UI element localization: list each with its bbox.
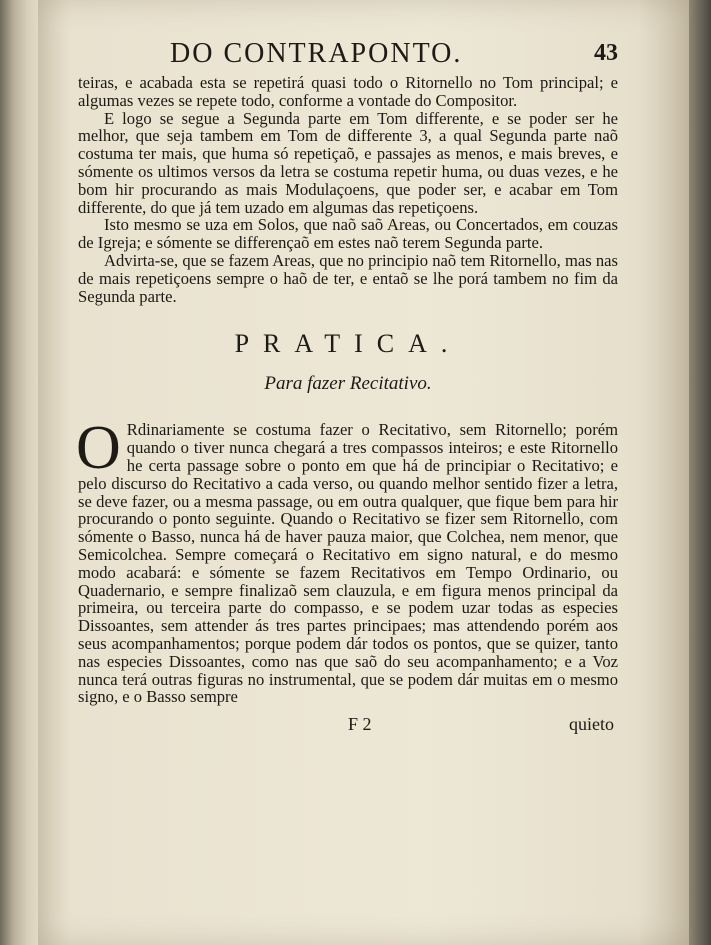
paragraph-recitativo-text: Rdinariamente se costuma fazer o Recitativo, sem Ritornello; porém quando o tiver nunca chegará a tres compassos inteiros; e este Ritornello he certa passage sobre o ponto em que há de principiar o Recitativo; e pelo discurso do Recitativo a cada verso, ou quando melhor sentido fizer a letra, se deve fazer, ou a mesma passage, ou em outra qualquer, que fique bem para hir procurando o ponto seguinte. Quando o Recitativo se fizer sem Ritornello, com sómente o Basso, nunca há de haver pauza maior, que Colchea, nem menor, que Semicolchea. Sempre começará o Recitativo em signo natural, e do mesmo modo acabará: e sómente se fazem Recitativos em Tempo Ordinario, ou Quadernario, e sempre finalizaõ sem clauzula, e em figura menos principal da primeira, ou terceira parte do compasso, e se podem uzar todas as especies Dissoantes, sem attender ás tres partes principaes; mas attendendo porém aos seus acompanhamentos; porque podem dár todos os pontos, que se quizer, tanto nas especies Dissoantes, como nas que saõ do seu acompanhamento; e a Voz nunca terá outras figuras no instrumental, que se podem dár muitas em o mesmo signo, e o Basso sempre: [78, 420, 618, 707]
running-title: DO CONTRAPONTO.: [170, 38, 463, 69]
catchword: quieto: [569, 714, 614, 735]
signature-mark: F 2: [348, 714, 372, 735]
running-head: [78, 30, 618, 74]
paragraph-advirta: Advirta-se, que se fazem Areas, que no principio naõ tem Ritornello, mas nas de mais repetiçoens sempre o haõ de ter, e entaõ se lhe porá tambem no fim da Segunda parte.: [78, 250, 618, 306]
drop-cap: O: [76, 414, 121, 483]
page-footer: [78, 714, 618, 742]
paragraph-solos: Isto mesmo se uza em Solos, que naõ saõ Areas, ou Concertados, em couzas de Igreja; e sómente se differençaõ em estes naõ terem Segunda parte.: [78, 215, 618, 253]
section-subtitle: Para fazer Recitativo.: [264, 373, 432, 395]
right-page-edge: [689, 0, 711, 945]
page-number: 43: [594, 40, 618, 66]
paragraph-segunda-parte: E logo se segue a Segunda parte em Tom differente, e se poder ser he melhor, que seja tambem em Tom de differente 3, a qual Segunda parte naõ costuma ter mais, que huma só repetiçaõ, e passajes as menos, e mais breves, e sómente os ultimos versos da letra se costuma repetir huma, ou duas vezes, e he bom hir procurando as mais Modulaçoens, que poder ser, e acabar em Tom differente, do que já tem uzado em algumas das repetiçoens.: [78, 108, 618, 217]
section-title: PRATICA.: [234, 329, 462, 359]
paragraph-recitativo: [76, 414, 618, 707]
paragraph-continuation: teiras, e acabada esta se repetirá quasi todo o Ritornello no Tom principal; e algumas vezes se repete todo, conforme a vontade do Compositor.: [78, 73, 618, 110]
page-content: [78, 30, 618, 742]
left-page-edge: [0, 0, 40, 945]
